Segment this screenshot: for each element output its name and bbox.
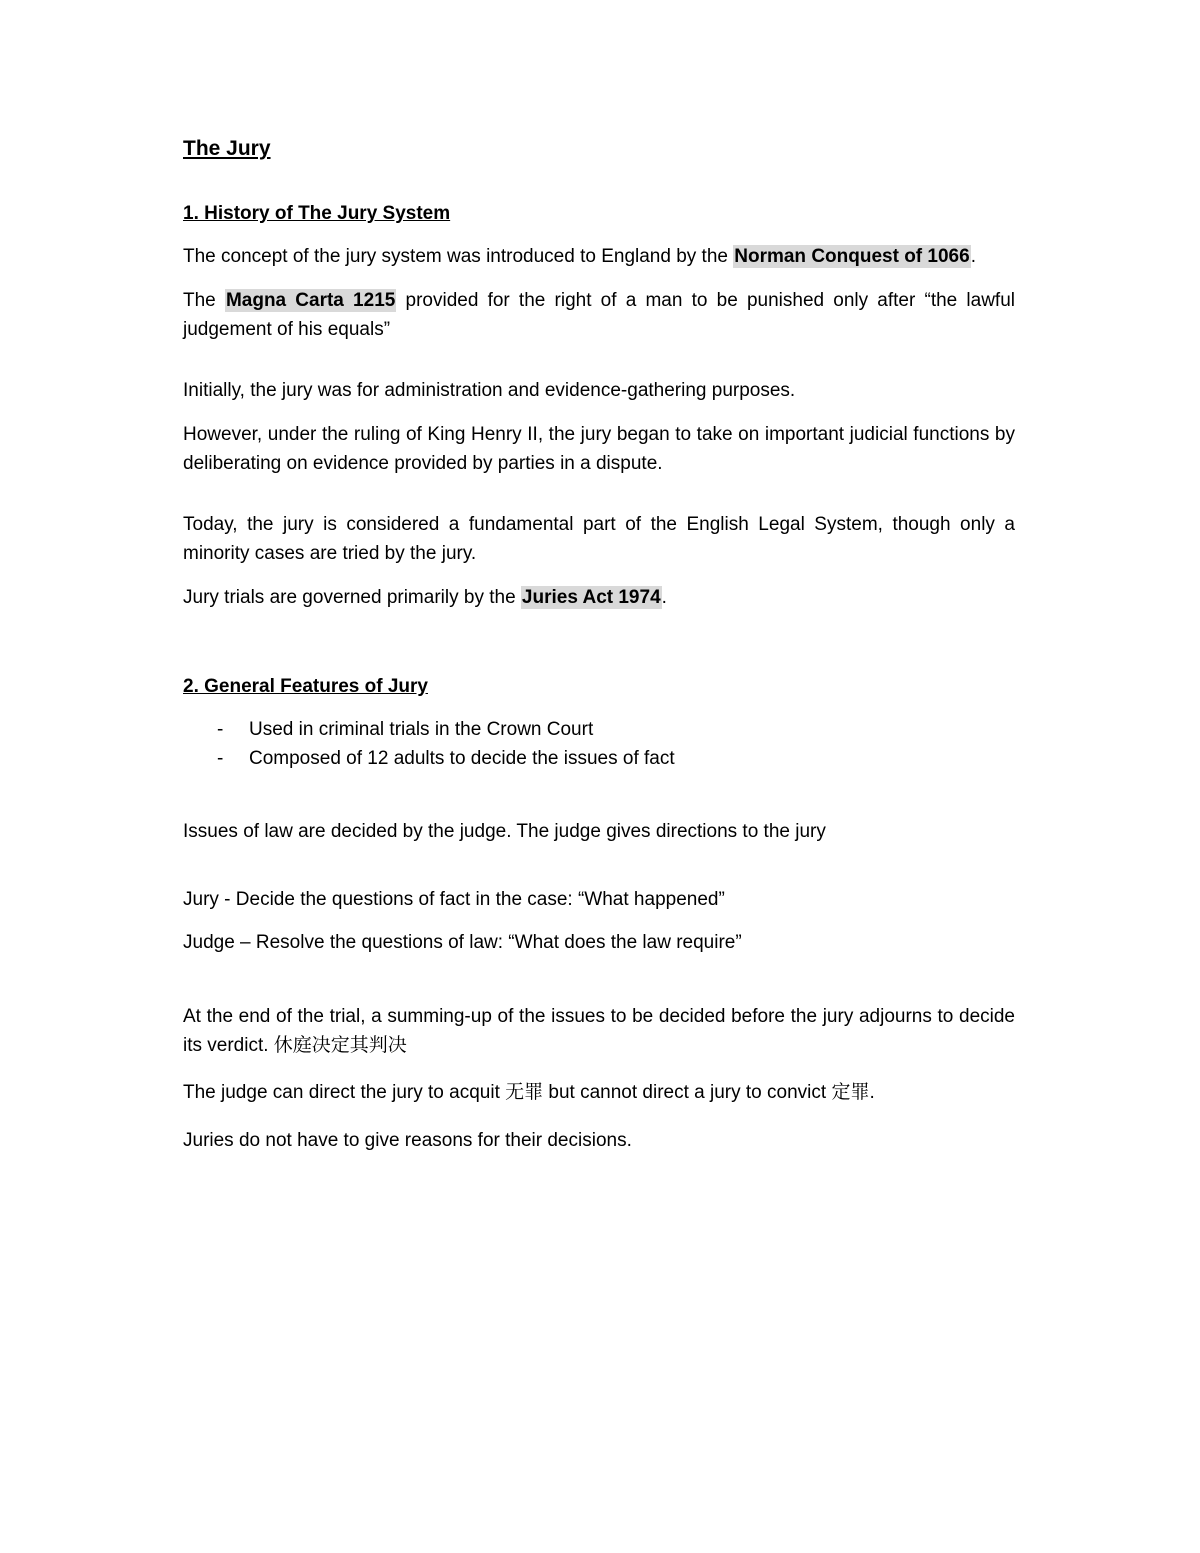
paragraph-norman-conquest xyxy=(183,242,1015,271)
paragraph-juries-act xyxy=(183,583,1015,612)
paragraph-initially: Initially, the jury was for administration and evidence-gathering purposes. xyxy=(183,380,796,401)
paragraph-issues-of-law: Issues of law are decided by the judge. The judge gives directions to the jury xyxy=(183,821,826,842)
list-item xyxy=(183,715,1015,744)
paragraph-reasons: Juries do not have to give reasons for their decisions. xyxy=(183,1130,632,1151)
paragraph-direct-jury: The judge can direct the jury to acquit 无罪 but cannot direct a jury to convict 定罪. xyxy=(183,1082,875,1103)
highlight-norman-conquest: Norman Conquest of 1066 xyxy=(734,246,970,267)
text-run: . xyxy=(661,587,667,608)
list-item-text: Composed of 12 adults to decide the issues of fact xyxy=(249,748,675,769)
document-title: The Jury xyxy=(183,137,271,160)
text-run: provided for the right of a man to be punished only after “the lawful judgement of his equals” xyxy=(183,290,1016,340)
paragraph-today: Today, the jury is considered a fundamental part of the English Legal System, though only a minority cases are tried by the jury. xyxy=(183,514,1015,564)
list-item xyxy=(183,744,1015,773)
paragraph-judge-role: Judge – Resolve the questions of law: “What does the law require” xyxy=(183,932,742,953)
list-dash: - xyxy=(217,748,224,769)
highlight-magna-carta: Magna Carta 1215 xyxy=(225,290,396,311)
features-list xyxy=(183,715,1015,773)
paragraph-magna-carta xyxy=(183,286,1015,344)
text-run: The concept of the jury system was introduced to England by the xyxy=(183,246,734,267)
text-run: Jury trials are governed primarily by the xyxy=(183,587,521,608)
list-dash: - xyxy=(217,719,224,740)
paragraph-henry-ii: However, under the ruling of King Henry II, the jury began to take on important judicial functions by deliberating on evidence provided by parties in a dispute. xyxy=(183,424,1015,474)
paragraph-jury-role: Jury - Decide the questions of fact in the case: “What happened” xyxy=(183,889,725,910)
list-item-text: Used in criminal trials in the Crown Court xyxy=(249,719,594,740)
section-1-heading: 1. History of The Jury System xyxy=(183,203,451,224)
text-run: . xyxy=(970,246,976,267)
highlight-juries-act: Juries Act 1974 xyxy=(521,587,661,608)
text-run: The xyxy=(183,290,225,311)
section-2-heading: 2. General Features of Jury xyxy=(183,676,428,697)
paragraph-summing-up: At the end of the trial, a summing-up of the issues to be decided before the jury adjourns to decide its verdict. 休庭决定其判决 xyxy=(183,1006,1015,1056)
